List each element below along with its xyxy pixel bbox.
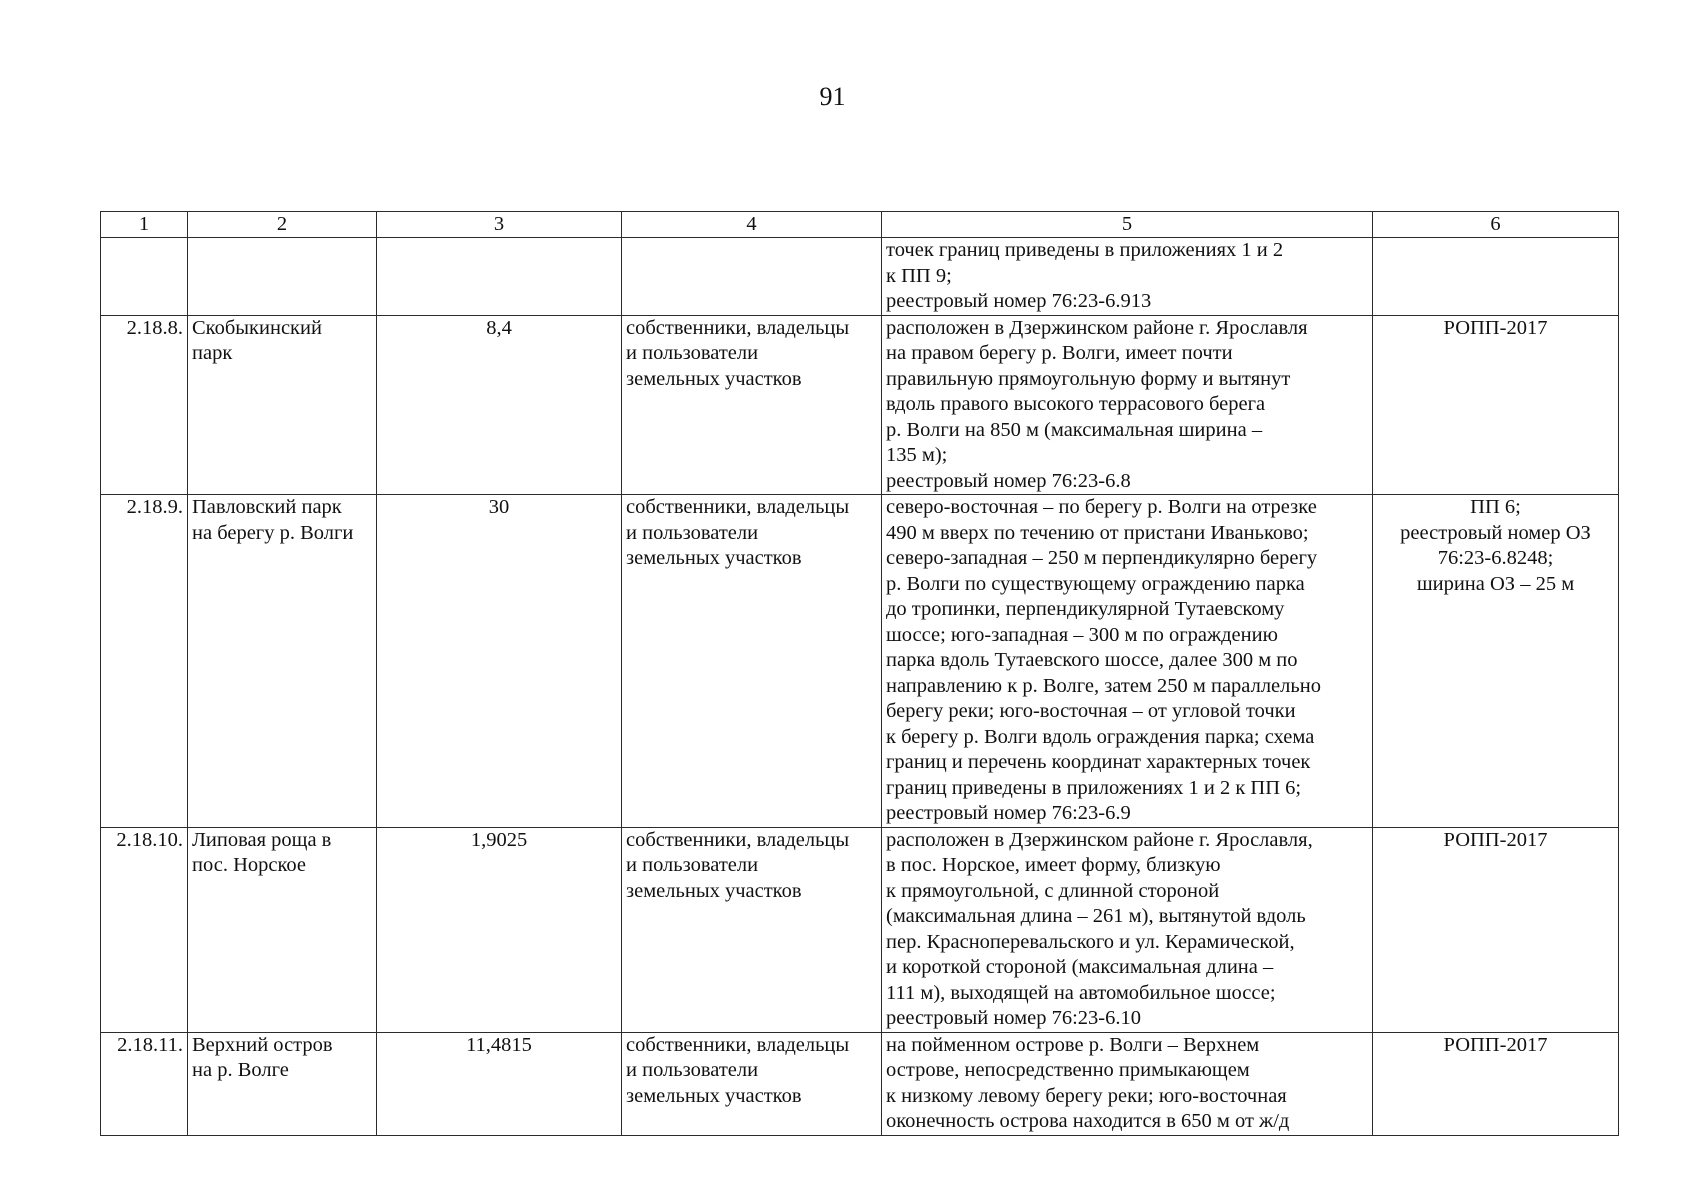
description-cell xyxy=(882,315,1373,495)
column-number-5: 5 xyxy=(882,212,1373,238)
cell-line: к берегу р. Волги вдоль ограждения парка; схема xyxy=(886,725,1315,748)
cell-line: земельных участков xyxy=(626,367,802,390)
area-cell: 11,4815 xyxy=(377,1032,622,1135)
area-cell: 1,9025 xyxy=(377,827,622,1032)
object-name-cell xyxy=(188,495,377,828)
cell-line: реестровый номер 76:23-6.9 xyxy=(886,802,1131,824)
cell-line: на берегу р. Волги xyxy=(192,521,354,544)
cell-line: на пойменном острове р. Волги – Верхнем xyxy=(886,1033,1260,1056)
cell-line: северо-восточная – по берегу р. Волги на отрезке xyxy=(886,496,1317,518)
cell-line: парк xyxy=(192,342,233,364)
cell-line: 111 м), выходящей на автомобильное шоссе; xyxy=(886,981,1276,1004)
row-number-cell: 2.18.10. xyxy=(101,827,188,1032)
area-cell: 30 xyxy=(377,495,622,828)
cell-line: (максимальная длина – 261 м), вытянутой вдоль xyxy=(886,905,1306,927)
cell-line: границ и перечень координат характерных точек xyxy=(886,751,1311,773)
cell-line: и пользователи xyxy=(626,1059,759,1081)
cell-line: расположен в Дзержинском районе г. Ярославля, xyxy=(886,828,1313,851)
cell-line: к прямоугольной, с длинной стороной xyxy=(886,879,1220,902)
column-number-3: 3 xyxy=(377,212,622,238)
cell-line: парка вдоль Тутаевского шоссе, далее 300 м по xyxy=(886,649,1298,671)
cell-line: на правом берегу р. Волги, имеет почти xyxy=(886,342,1233,364)
cell-line: РОПП-2017 xyxy=(1443,316,1548,339)
row-number-cell: 2.18.9. xyxy=(101,495,188,828)
row-number-cell: 2.18.11. xyxy=(101,1032,188,1135)
cell-line: РОПП-2017 xyxy=(1443,1033,1548,1056)
row-number-cell: 2.18.8. xyxy=(101,315,188,495)
area-cell xyxy=(377,238,622,316)
cell-line: до тропинки, перпендикулярной Тутаевскому xyxy=(886,598,1285,620)
object-name-cell xyxy=(188,1032,377,1135)
page-number: 91 xyxy=(819,82,846,111)
cell-line: ширина ОЗ – 25 м xyxy=(1416,572,1575,595)
cell-line: 490 м вверх по течению от пристани Иваньково; xyxy=(886,521,1309,544)
table-row xyxy=(101,1032,1619,1135)
cell-line: земельных участков xyxy=(626,547,802,569)
table-row xyxy=(101,827,1619,1032)
cell-line: Скобыкинский xyxy=(192,316,322,339)
cell-line: к низкому левому берегу реки; юго-восточная xyxy=(886,1084,1287,1107)
cell-line: точек границ приведены в приложениях 1 и 2 xyxy=(886,239,1284,261)
reference-cell xyxy=(1373,315,1619,495)
cell-line: реестровый номер 76:23-6.8 xyxy=(886,469,1131,492)
cell-line: к ПП 9; xyxy=(886,264,952,287)
cell-line: расположен в Дзержинском районе г. Ярославля xyxy=(886,316,1308,339)
cell-line: собственники, владельцы xyxy=(626,828,850,851)
cell-line: вдоль правого высокого террасового берега xyxy=(886,393,1266,415)
cell-line: реестровый номер 76:23-6.10 xyxy=(886,1007,1141,1029)
table-body xyxy=(101,238,1619,1136)
cell-line: пос. Норское xyxy=(192,854,307,876)
cell-line: Верхний остров xyxy=(192,1033,333,1056)
cell-line: земельных участков xyxy=(626,879,802,902)
cell-line: Липовая роща в xyxy=(192,828,332,851)
row-number-cell xyxy=(101,238,188,316)
cell-line: и пользователи xyxy=(626,342,759,364)
owners-cell xyxy=(622,1032,882,1135)
description-cell xyxy=(882,1032,1373,1135)
cell-line: оконечность острова находится в 650 м от ж/д xyxy=(886,1110,1290,1132)
description-cell xyxy=(882,495,1373,828)
column-number-6: 6 xyxy=(1373,212,1619,238)
owners-cell xyxy=(622,495,882,828)
reference-cell xyxy=(1373,827,1619,1032)
column-number-1: 1 xyxy=(101,212,188,238)
reference-cell xyxy=(1373,495,1619,828)
cell-line: Павловский парк xyxy=(192,496,342,518)
cell-line: собственники, владельцы xyxy=(626,496,850,518)
reference-cell xyxy=(1373,1032,1619,1135)
description-cell xyxy=(882,238,1373,316)
cell-line: земельных участков xyxy=(626,1084,802,1107)
cell-line: берегу реки; юго-восточная – от угловой точки xyxy=(886,700,1296,722)
column-number-2: 2 xyxy=(188,212,377,238)
cell-line: и пользователи xyxy=(626,521,759,544)
data-table xyxy=(100,211,1619,1136)
cell-line: р. Волги по существующему ограждению парка xyxy=(886,572,1305,595)
description-cell xyxy=(882,827,1373,1032)
cell-line: северо-западная – 250 м перпендикулярно берегу xyxy=(886,547,1318,569)
object-name-cell xyxy=(188,315,377,495)
cell-line: в пос. Норское, имеет форму, близкую xyxy=(886,854,1221,876)
owners-cell xyxy=(622,238,882,316)
cell-line: правильную прямоугольную форму и вытянут xyxy=(886,367,1291,390)
cell-line: 76:23-6.8248; xyxy=(1437,547,1554,569)
object-name-cell xyxy=(188,238,377,316)
table-header-row xyxy=(101,212,1619,238)
cell-line: собственники, владельцы xyxy=(626,316,850,339)
cell-line: пер. Красноперевальского и ул. Керамической, xyxy=(886,930,1295,953)
cell-line: шоссе; юго-западная – 300 м по ограждению xyxy=(886,623,1278,646)
object-name-cell xyxy=(188,827,377,1032)
cell-line: реестровый номер ОЗ xyxy=(1400,521,1591,544)
reference-cell xyxy=(1373,238,1619,316)
cell-line: собственники, владельцы xyxy=(626,1033,850,1056)
cell-line: на р. Волге xyxy=(192,1059,289,1081)
owners-cell xyxy=(622,315,882,495)
cell-line: 135 м); xyxy=(886,444,948,466)
cell-line: границ приведены в приложениях 1 и 2 к ПП 6; xyxy=(886,776,1302,799)
cell-line: р. Волги на 850 м (максимальная ширина – xyxy=(886,418,1263,441)
cell-line: острове, непосредственно примыкающем xyxy=(886,1059,1250,1081)
table-row xyxy=(101,315,1619,495)
cell-line: ПП 6; xyxy=(1470,496,1521,518)
table-row xyxy=(101,238,1619,316)
cell-line: реестровый номер 76:23-6.913 xyxy=(886,290,1152,312)
column-number-4: 4 xyxy=(622,212,882,238)
cell-line: направлению к р. Волге, затем 250 м параллельно xyxy=(886,674,1321,697)
owners-cell xyxy=(622,827,882,1032)
cell-line: и короткой стороной (максимальная длина – xyxy=(886,956,1274,978)
cell-line: РОПП-2017 xyxy=(1443,828,1548,851)
cell-line: и пользователи xyxy=(626,854,759,876)
table-row xyxy=(101,495,1619,828)
area-cell: 8,4 xyxy=(377,315,622,495)
